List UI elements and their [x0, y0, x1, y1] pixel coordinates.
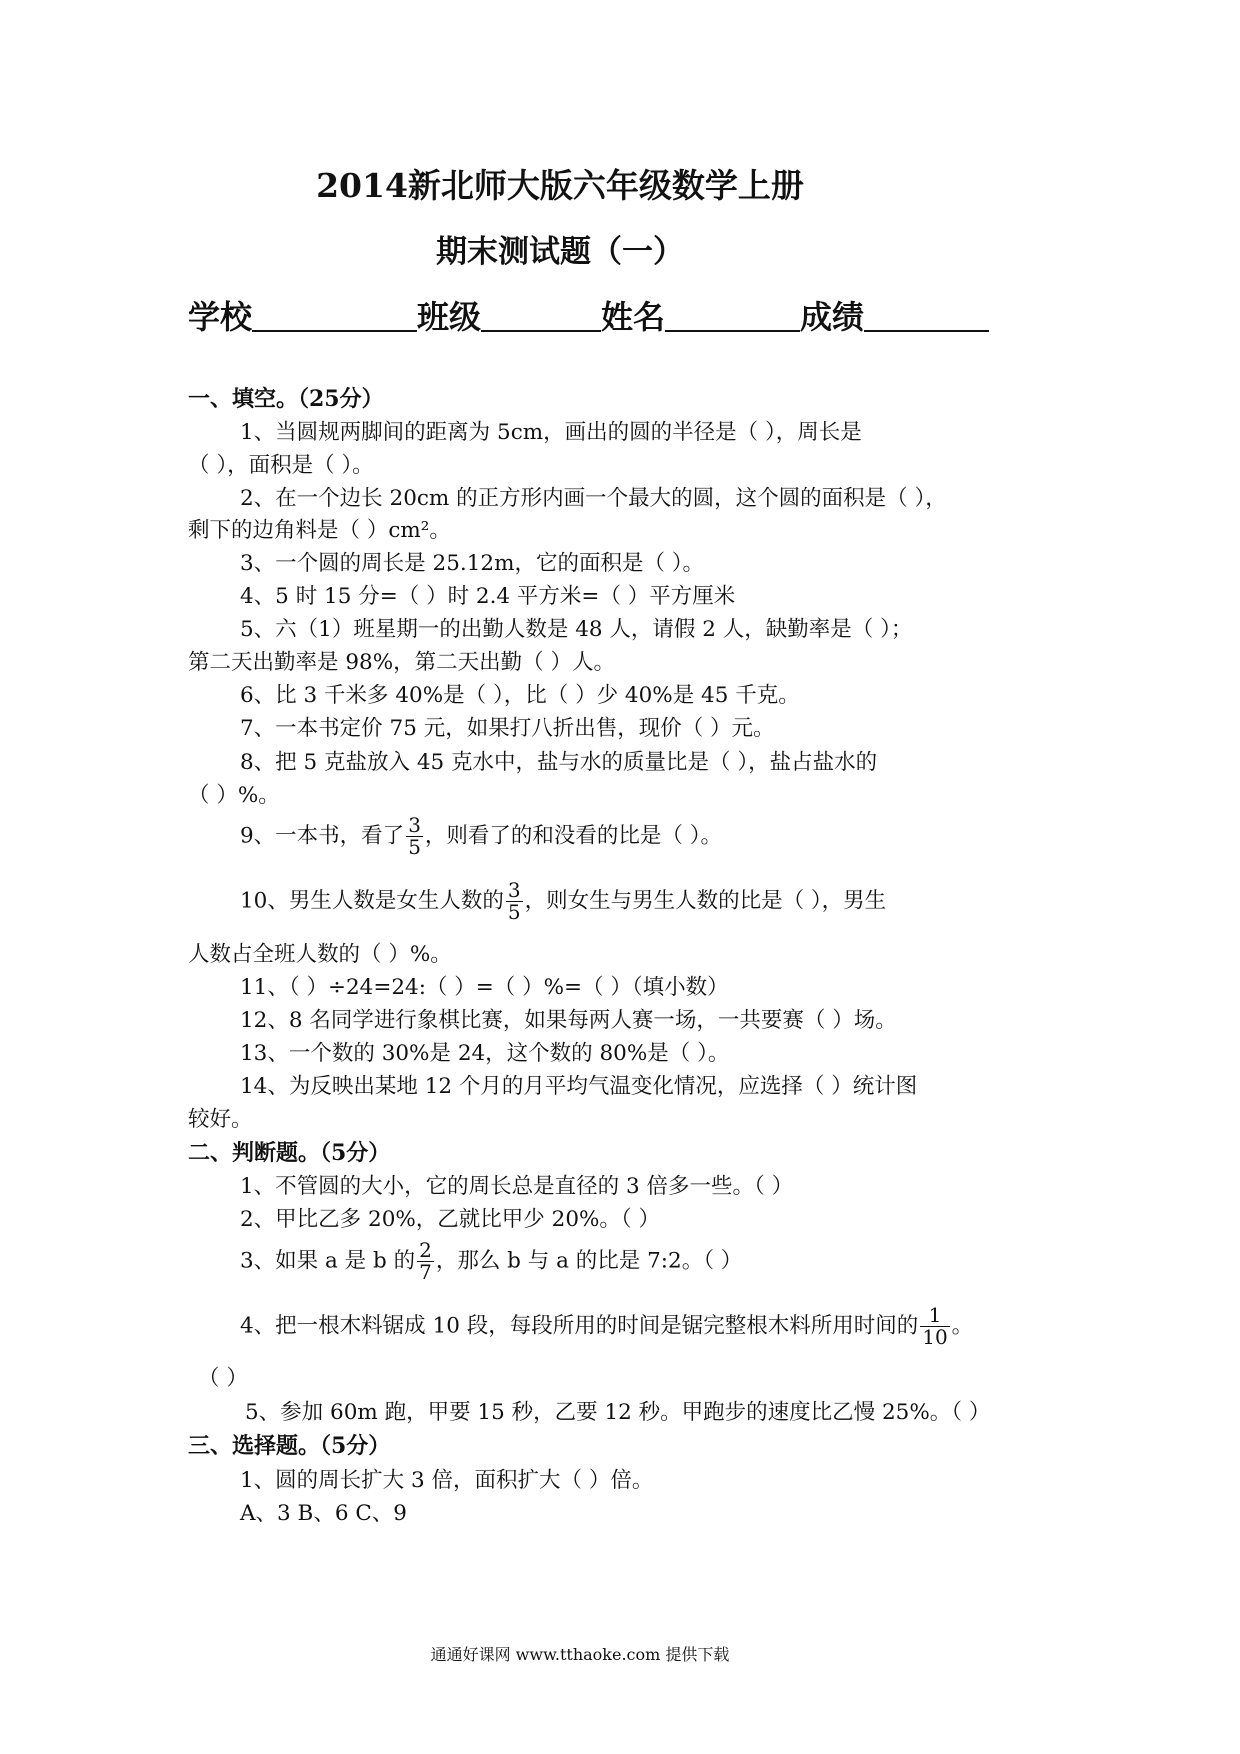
question-line: 2、甲比乙多 20%，乙就比甲少 20%。（ ）	[240, 1207, 661, 1232]
question-line: 第二天出勤率是 98%，第二天出勤（ ）人。	[188, 650, 615, 675]
fraction	[417, 1240, 434, 1283]
exam-subtitle: 期末测试题（一）	[436, 234, 684, 270]
answer-options: A、3 B、6 C、9	[240, 1501, 407, 1526]
question-line: 剩下的边角料是（ ）cm²。	[188, 518, 451, 543]
fraction	[920, 1305, 949, 1348]
fraction-denominator: 5	[408, 835, 421, 859]
question-text: 9、一本书，看了	[240, 823, 405, 849]
question-line: 3、一个圆的周长是 25.12m，它的面积是（ ）。	[240, 551, 705, 576]
question-text: ，那么 b 与 a 的比是 7:2。（ ）	[435, 1248, 743, 1274]
field-label-class: 班级	[417, 298, 482, 336]
question-line: 8、把 5 克盐放入 45 克水中，盐与水的质量比是（ ），盐占盐水的	[240, 750, 878, 775]
question-line: 5、六（1）班星期一的出勤人数是 48 人，请假 2 人，缺勤率是（ ）；	[240, 617, 913, 642]
question-line: 1、不管圆的大小，它的周长总是直径的 3 倍多一些。（ ）	[240, 1174, 794, 1199]
question-text: 3、如果 a 是 b 的	[240, 1248, 416, 1274]
score-blank[interactable]	[864, 298, 989, 332]
question-line: 13、一个数的 30%是 24，这个数的 80%是（ ）。	[240, 1041, 730, 1066]
question-line: 11、（ ）÷24=24:（ ）=（ ）%=（ ）（填小数）	[240, 975, 729, 1000]
question-line: 6、比 3 千米多 40%是（ ），比（ ）少 40%是 45 千克。	[240, 683, 800, 708]
class-blank[interactable]	[481, 298, 601, 332]
question-line: 4、5 时 15 分=（ ）时 2.4 平方米=（ ）平方厘米	[240, 584, 736, 609]
question-text: 。	[951, 1313, 974, 1339]
student-info-line	[188, 292, 1088, 338]
question-line: 7、一本书定价 75 元，如果打八折出售，现价（ ）元。	[240, 716, 775, 741]
question-line: 5、参加 60m 跑，甲要 15 秒，乙要 12 秒。甲跑步的速度比乙慢 25%。（ ）	[245, 1400, 991, 1425]
question-text: ，则看了的和没看的比是（ ）。	[424, 823, 723, 849]
question-line: （ ），面积是（ ）。	[188, 453, 374, 478]
fraction-denominator: 5	[507, 900, 521, 924]
section-title-fill-in: 一、填空。（25分）	[188, 386, 384, 412]
question-line-fraction	[240, 880, 886, 923]
question-line: 12、8 名同学进行象棋比赛，如果每两人赛一场，一共要赛（ ）场。	[240, 1008, 897, 1033]
name-blank[interactable]	[665, 298, 800, 332]
question-line: 2、在一个边长 20cm 的正方形内画一个最大的圆，这个圆的面积是（ ），	[240, 486, 947, 511]
fraction-numerator: 2	[419, 1238, 432, 1262]
question-line: （ ）%。	[188, 783, 280, 808]
fraction	[406, 815, 423, 858]
question-line: 较好。	[188, 1107, 253, 1132]
question-line: 人数占全班人数的（ ）%。	[188, 942, 452, 967]
fraction	[506, 880, 523, 923]
fraction-numerator: 3	[408, 813, 421, 837]
question-line: 14、为反映出某地 12 个月的月平均气温变化情况，应选择（ ）统计图	[240, 1074, 918, 1099]
school-blank[interactable]	[252, 298, 417, 332]
field-label-score: 成绩	[800, 298, 865, 336]
fraction-numerator: 3	[507, 878, 521, 902]
fraction-denominator: 7	[419, 1260, 432, 1284]
field-label-name: 姓名	[601, 298, 666, 336]
question-line-fraction	[240, 1240, 742, 1283]
question-text: 4、把一根木料锯成 10 段，每段所用的时间是锯完整根木料所用时间的	[240, 1313, 919, 1339]
question-line-fraction	[240, 815, 722, 858]
fraction-numerator: 1	[920, 1305, 949, 1327]
section-title-multiple-choice: 三、选择题。（5分）	[188, 1433, 391, 1459]
question-text: 10、男生人数是女生人数的	[240, 888, 504, 914]
question-text: ，则女生与男生人数的比是（ ），男生	[524, 888, 887, 914]
section-title-true-false: 二、判断题。（5分）	[188, 1140, 391, 1166]
question-line: 1、当圆规两脚间的距离为 5cm，画出的圆的半径是（ ），周长是	[240, 420, 862, 445]
exam-title: 2014新北师大版六年级数学上册	[316, 166, 804, 205]
question-line: （ ）	[198, 1366, 248, 1391]
fraction-denominator: 10	[922, 1325, 948, 1349]
field-label-school: 学校	[188, 298, 253, 336]
question-line-fraction	[240, 1305, 973, 1348]
question-line: 1、圆的周长扩大 3 倍，面积扩大（ ）倍。	[240, 1468, 654, 1493]
footer-source: 通通好课网 www.tthaoke.com 提供下载	[430, 1645, 730, 1664]
